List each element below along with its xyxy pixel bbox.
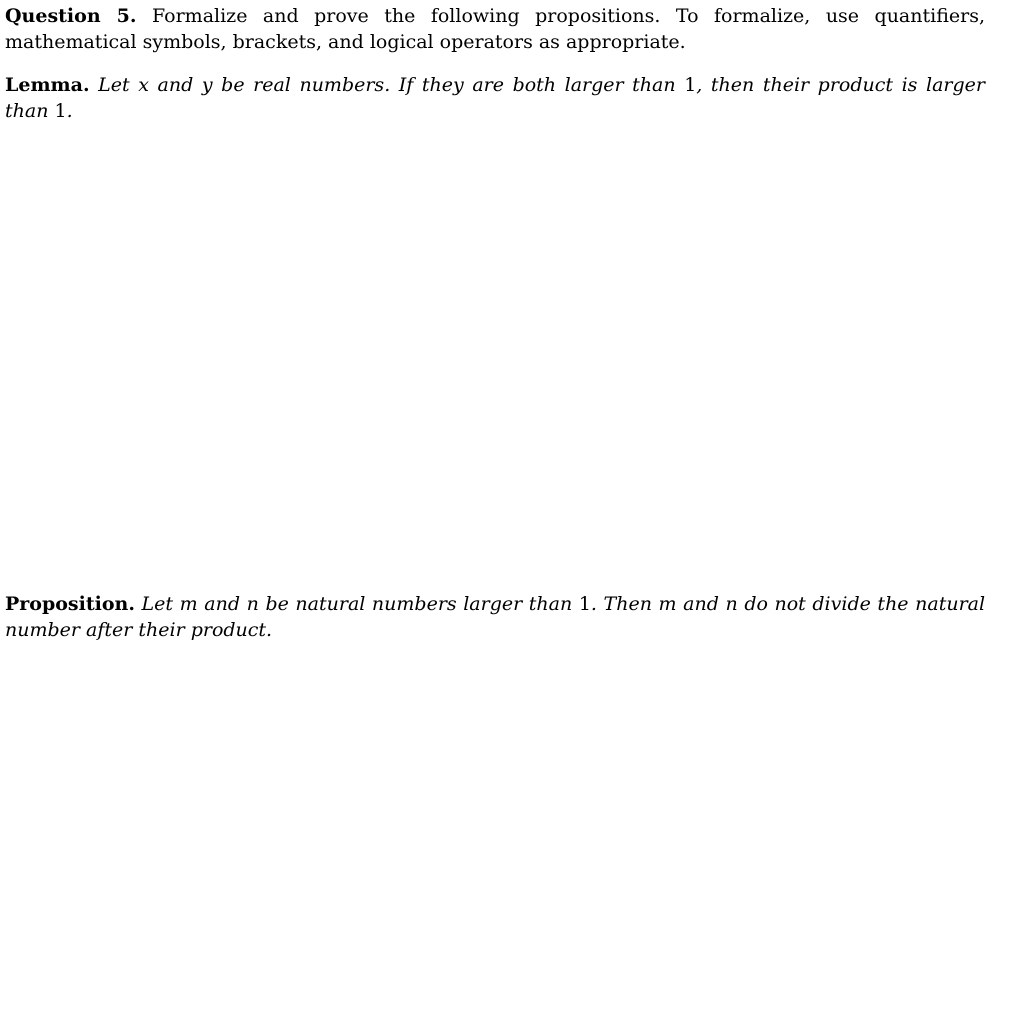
lemma-text: Let (98, 74, 130, 96)
proposition-statement (5, 593, 985, 641)
lemma-text: be real numbers. If they are both larger than (221, 74, 676, 96)
proposition-text: . Then (590, 593, 652, 615)
proposition-text: and (204, 593, 240, 615)
question-label: Question 5. (5, 5, 137, 27)
variable-m: m (179, 593, 198, 615)
proposition-text: and (683, 593, 719, 615)
proposition-answer-space (5, 653, 985, 1013)
variable-m: m (658, 593, 677, 615)
variable-y: y (201, 74, 213, 96)
proposition-text: do not divide the natural number after their product. (5, 593, 986, 641)
lemma-answer-space (5, 103, 985, 573)
proposition-text: Let (141, 593, 174, 615)
proposition-text: be natural numbers larger than (265, 593, 573, 615)
number-one: 1 (54, 100, 67, 122)
proposition-label: Proposition. (5, 593, 135, 615)
lemma-label: Lemma. (5, 74, 90, 96)
lemma-text: , then their product is larger than (5, 74, 985, 122)
lemma-text: . (66, 100, 73, 122)
question-paragraph (5, 3, 985, 55)
variable-n: n (246, 593, 259, 615)
variable-x: x (138, 74, 149, 96)
proposition-paragraph (5, 591, 985, 643)
number-one: 1 (578, 593, 591, 615)
variable-n: n (725, 593, 738, 615)
number-one: 1 (684, 74, 697, 96)
lemma-text: and (157, 74, 194, 96)
question-text: Formalize and prove the following propositions. To formalize, use quantifiers, mathematical symbols, brackets, and logical operators as appropriate. (5, 5, 985, 53)
